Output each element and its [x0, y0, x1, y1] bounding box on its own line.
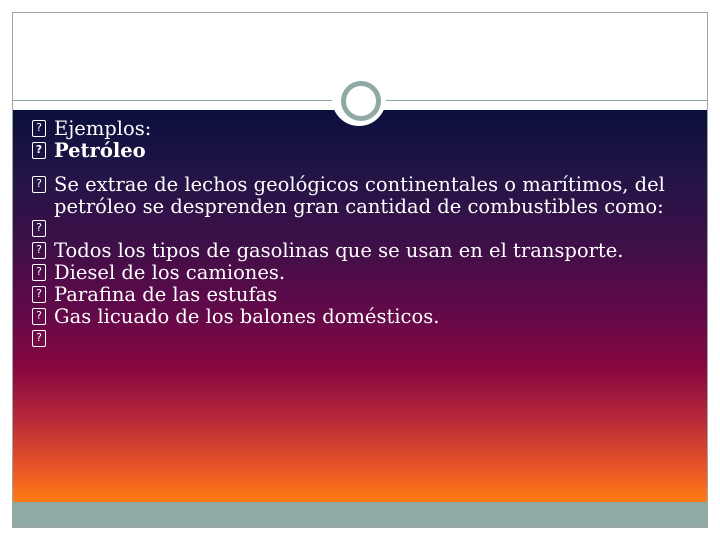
bullet-marker-icon: ? — [32, 286, 46, 303]
bullet-marker-icon: ? — [32, 176, 46, 193]
bullet-text: Petróleo — [54, 139, 146, 162]
bullet-item — [32, 306, 702, 328]
bullet-item — [32, 240, 702, 262]
bullet-marker-icon: ? — [32, 330, 46, 347]
bullet-text: Gas licuado de los balones domésticos. — [54, 305, 440, 328]
bullet-text: Diesel de los camiones. — [54, 261, 286, 284]
bullet-marker-icon: ? — [32, 308, 46, 325]
bullet-text: Se extrae de lechos geológicos continentales o marítimos, del petróleo se desprenden gran cantidad de combustibles como: — [54, 173, 665, 218]
bullet-marker-icon: ? — [32, 120, 46, 137]
bullet-item — [32, 140, 702, 162]
bullet-marker-icon: ? — [32, 264, 46, 281]
bullet-item — [32, 328, 702, 350]
footer-bar — [13, 502, 707, 527]
bullet-marker-icon: ? — [32, 142, 46, 159]
bullet-item — [32, 174, 702, 218]
bullet-item — [32, 262, 702, 284]
bullet-item — [32, 284, 702, 306]
bullet-list — [32, 118, 702, 350]
circle-ornament-icon — [341, 81, 381, 121]
bullet-marker-icon: ? — [32, 220, 46, 237]
bullet-item — [32, 218, 702, 240]
bullet-text: Todos los tipos de gasolinas que se usan en el transporte. — [54, 239, 624, 262]
bullet-text: Parafina de las estufas — [54, 283, 278, 306]
bullet-marker-icon: ? — [32, 242, 46, 259]
bullet-text: Ejemplos: — [54, 117, 152, 140]
bullet-item — [32, 118, 702, 140]
